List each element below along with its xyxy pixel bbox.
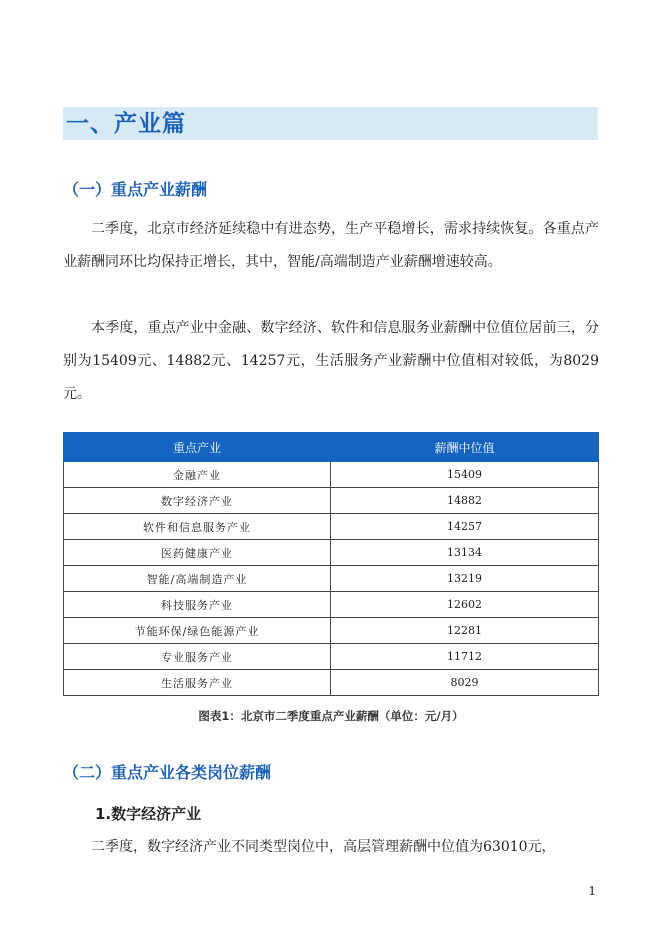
table-cell-industry: 科技服务产业 xyxy=(64,592,331,618)
subsection-title-2: （二）重点产业各类岗位薪酬 xyxy=(63,763,272,782)
table-row xyxy=(64,618,599,644)
table-cell-median: 12602 xyxy=(331,592,599,618)
table-cell-industry: 生活服务产业 xyxy=(64,670,331,696)
table-cell-median: 11712 xyxy=(331,644,599,670)
table-cell-industry: 金融产业 xyxy=(64,462,331,488)
table-cell-median: 13134 xyxy=(331,540,599,566)
subsection-heading-digital-economy: 1.数字经济产业 xyxy=(95,805,202,823)
table-cell-median: 15409 xyxy=(331,462,599,488)
section-title: 一、产业篇 xyxy=(66,111,186,137)
paragraph-2: 本季度，重点产业中金融、数字经济、软件和信息服务业薪酬中位值位居前三，分别为15409元、14882元、14257元，生活服务产业薪酬中位值相对较低，为8029元。 xyxy=(63,320,599,402)
page-number: 1 xyxy=(588,884,596,898)
table-header-median: 薪酬中位值 xyxy=(331,433,599,462)
table-cell-industry: 医药健康产业 xyxy=(64,540,331,566)
table-row xyxy=(64,462,599,488)
table-cell-median: 12281 xyxy=(331,618,599,644)
subsection-title-1: （一）重点产业薪酬 xyxy=(63,180,208,199)
table-row xyxy=(64,670,599,696)
industry-salary-table xyxy=(63,432,599,696)
table-row xyxy=(64,644,599,670)
table-row xyxy=(64,566,599,592)
table-row xyxy=(64,488,599,514)
table-cell-median: 14257 xyxy=(331,514,599,540)
table-cell-industry: 软件和信息服务产业 xyxy=(64,514,331,540)
table-header-row xyxy=(64,433,599,462)
table-header-industry: 重点产业 xyxy=(64,433,331,462)
table-row xyxy=(64,514,599,540)
table-cell-median: 8029 xyxy=(331,670,599,696)
table-cell-median: 13219 xyxy=(331,566,599,592)
paragraph-3: 二季度，数字经济产业不同类型岗位中，高层管理薪酬中位值为63010元， xyxy=(91,839,556,855)
table-row xyxy=(64,592,599,618)
table-cell-industry: 智能/高端制造产业 xyxy=(64,566,331,592)
table-cell-industry: 专业服务产业 xyxy=(64,644,331,670)
table-row xyxy=(64,540,599,566)
table-cell-industry: 节能环保/绿色能源产业 xyxy=(64,618,331,644)
table-caption: 图表1：北京市二季度重点产业薪酬（单位：元/月） xyxy=(198,709,464,723)
table-cell-median: 14882 xyxy=(331,488,599,514)
paragraph-1: 二季度，北京市经济延续稳中有进态势，生产平稳增长，需求持续恢复。各重点产业薪酬同环比均保持正增长，其中，智能/高端制造产业薪酬增速较高。 xyxy=(63,221,599,270)
table-cell-industry: 数字经济产业 xyxy=(64,488,331,514)
